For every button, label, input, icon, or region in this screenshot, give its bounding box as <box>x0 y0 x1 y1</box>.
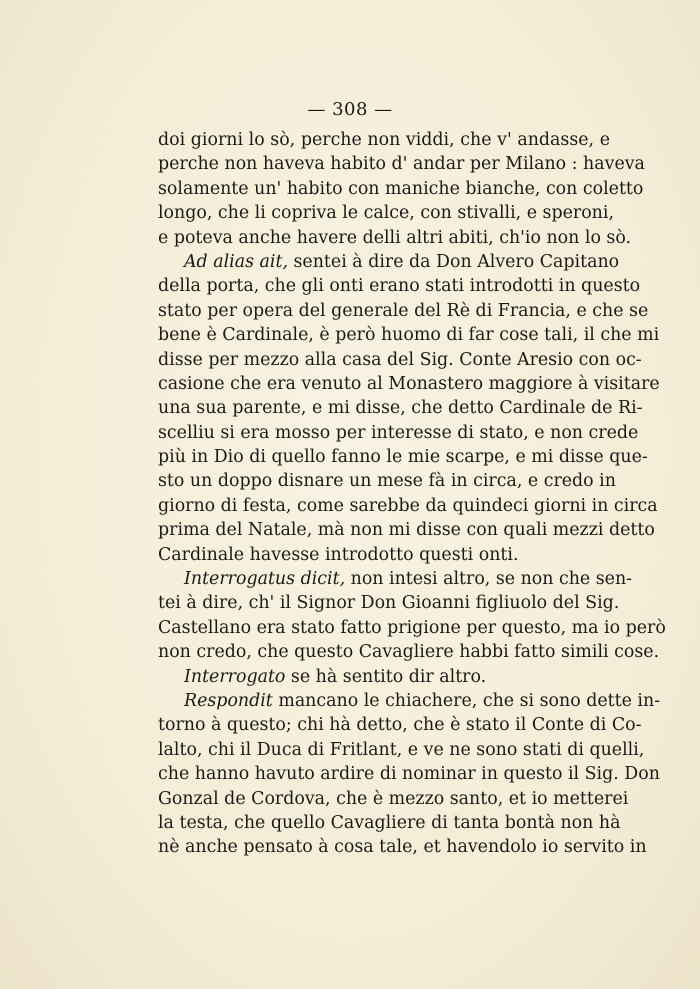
line-text: non intesi altro, se non che sen- <box>345 569 633 590</box>
text-line <box>158 762 660 786</box>
text-line <box>158 567 633 591</box>
line-text: che hanno havuto ardire di nominar in questo il Sig. Don <box>158 764 660 785</box>
text-line <box>158 518 655 542</box>
line-text: più in Dio di quello fanno le mie scarpe, e mi disse que- <box>158 447 648 468</box>
text-line <box>158 177 644 201</box>
text-line <box>158 152 645 176</box>
line-text: non credo, che questo Cavagliere habbi fatto simili cose. <box>158 642 660 663</box>
line-text: sto un doppo disnare un mese fà in circa, e credo in <box>158 471 616 492</box>
text-line <box>158 226 632 250</box>
text-line <box>158 640 660 664</box>
line-text: mancano le chiachere, che si sono dette in- <box>272 690 661 711</box>
text-line <box>158 274 641 298</box>
text-line <box>158 665 610 689</box>
text-line <box>158 835 647 859</box>
text-line <box>158 372 660 396</box>
line-text: prima del Natale, mà non mi disse con quali mezzi detto <box>158 520 655 541</box>
body-text <box>158 128 666 860</box>
text-line <box>158 128 610 152</box>
line-text: tei à dire, ch' il Signor Don Gioanni figliuolo del Sig. <box>158 593 620 614</box>
text-line <box>158 787 629 811</box>
line-text: della porta, che gli onti erano stati introdotti in questo <box>158 276 641 297</box>
italic-lead: Interrogatus dicit, <box>184 569 346 590</box>
line-text: solamente un' habito con maniche bianche, con coletto <box>158 178 644 199</box>
text-line <box>158 445 648 469</box>
line-text: bene è Cardinale, è però huomo di far cose tali, il che mi <box>158 325 660 346</box>
line-text: casione che era venuto al Monastero maggiore à visitare <box>158 373 660 394</box>
line-text: la testa, che quello Cavagliere di tanta bontà non hà <box>158 812 621 833</box>
line-text: longo, che li copriva le calce, con stivalli, e speroni, <box>158 203 614 224</box>
text-line <box>158 494 658 518</box>
line-text: giorno di festa, come sarebbe da quindeci giorni in circa <box>158 495 658 516</box>
line-text: Castellano era stato fatto prigione per questo, ma io però <box>158 617 666 638</box>
text-line <box>158 250 620 274</box>
text-line <box>158 543 610 567</box>
text-line <box>158 616 666 640</box>
text-line <box>158 323 660 347</box>
text-line <box>158 396 643 420</box>
text-line <box>158 689 661 713</box>
text-line <box>158 421 639 445</box>
italic-lead: Ad alias ait, <box>184 251 288 272</box>
text-line <box>158 299 649 323</box>
page-number: — 308 — <box>307 99 393 120</box>
line-text: lalto, chi il Duca di Fritlant, e ve ne sono stati di quelli, <box>158 739 645 760</box>
line-text: sentei à dire da Don Alvero Capitano <box>287 251 620 272</box>
text-line <box>158 811 621 835</box>
line-text: doi giorni lo sò, perche non viddi, che v' andasse, e <box>158 130 610 150</box>
text-line <box>158 738 645 762</box>
line-text: disse per mezzo alla casa del Sig. Conte Aresio con oc- <box>158 349 642 370</box>
line-text: Cardinale havesse introdotto questi onti. <box>158 544 519 565</box>
text-line <box>158 348 642 372</box>
text-line <box>158 469 616 493</box>
line-text: stato per opera del generale del Rè di Francia, e che se <box>158 300 649 321</box>
line-text: torno à questo; chi hà detto, che è stato il Conte di Co- <box>158 715 642 736</box>
text-line <box>158 713 642 737</box>
text-line <box>158 591 620 615</box>
italic-lead: Respondit <box>184 690 273 711</box>
line-text: se hà sentito dir altro. <box>285 666 487 687</box>
line-text: una sua parente, e mi disse, che detto Cardinale de Ri- <box>158 398 643 419</box>
line-text: e poteva anche havere delli altri abiti, ch'io non lo sò. <box>158 227 632 248</box>
text-line <box>158 201 614 225</box>
line-text: scelliu si era mosso per interesse di stato, e non crede <box>158 422 639 443</box>
italic-lead: Interrogato <box>184 666 286 687</box>
line-text: Gonzal de Cordova, che è mezzo santo, et io metterei <box>158 788 629 809</box>
line-text: perche non haveva habito d' andar per Milano : haveva <box>158 154 645 175</box>
line-text: nè anche pensato à cosa tale, et havendolo io servito in <box>158 837 647 858</box>
